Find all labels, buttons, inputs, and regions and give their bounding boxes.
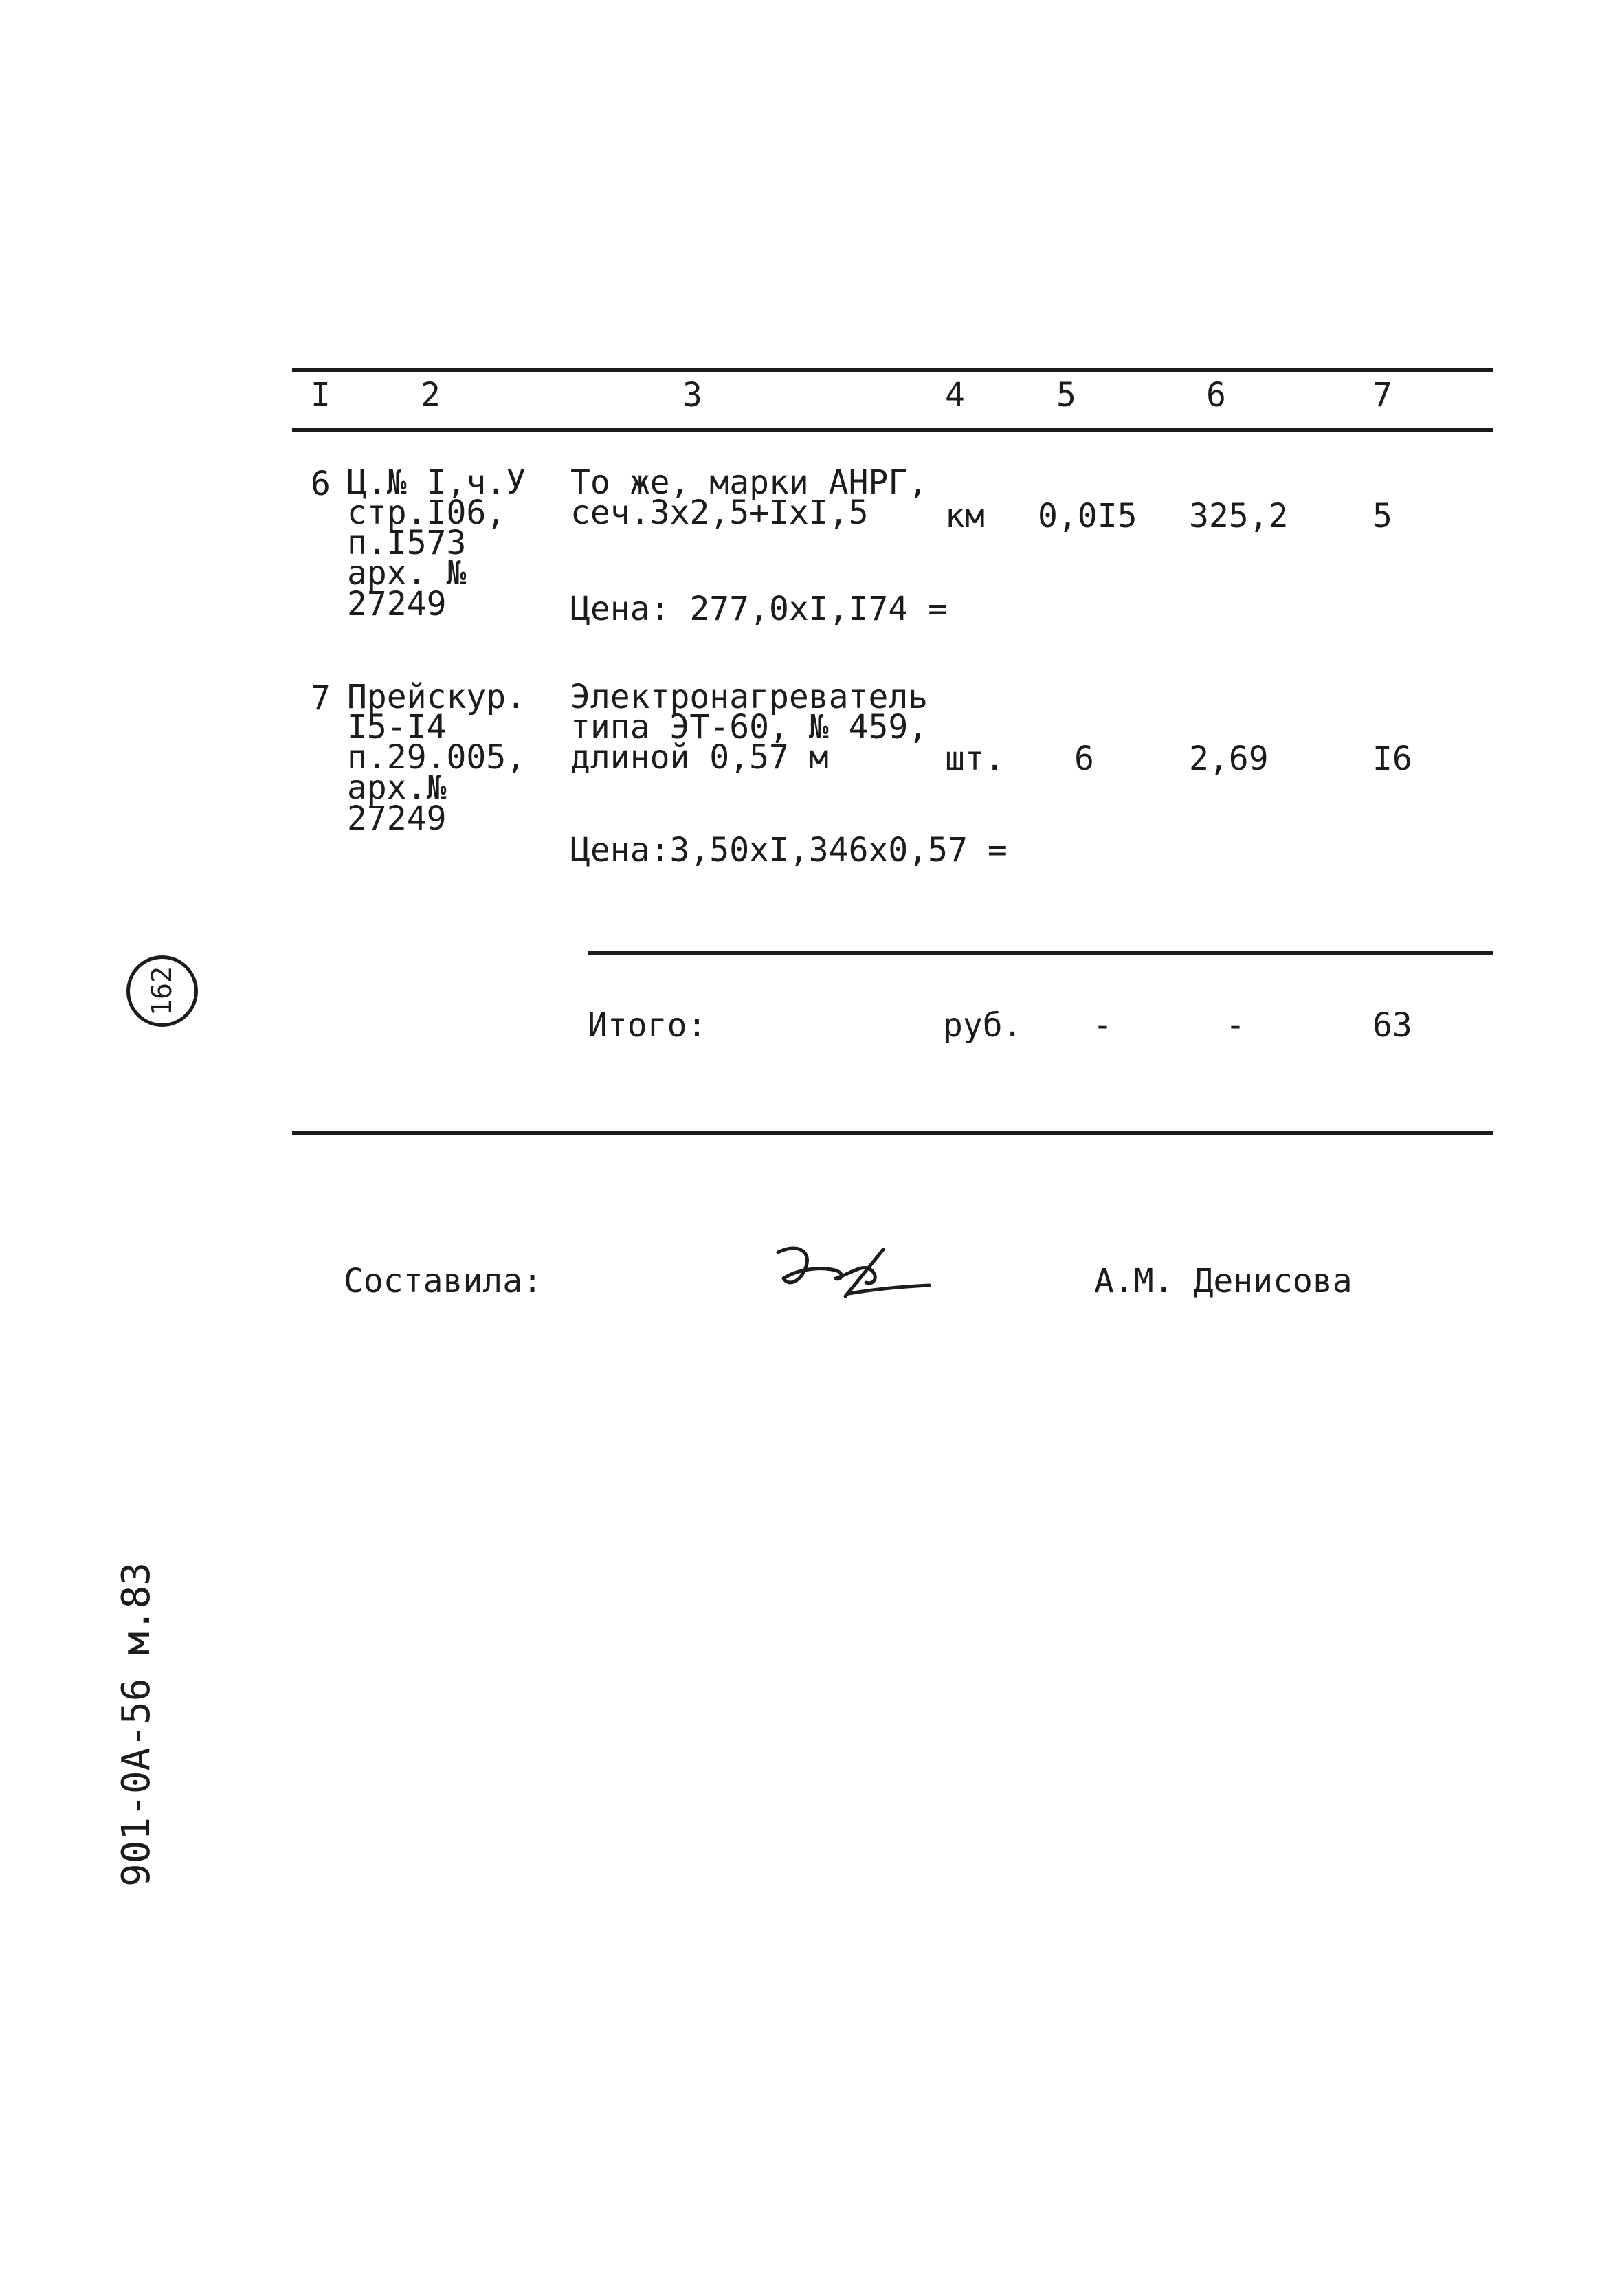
summary-unit-price: - bbox=[1225, 1006, 1245, 1045]
row-quantity: 0,0I5 bbox=[1038, 497, 1137, 535]
header-col-4: 4 bbox=[945, 376, 965, 414]
row-unit-price: 325,2 bbox=[1189, 497, 1289, 535]
compiled-label: Составила: bbox=[344, 1262, 542, 1300]
row-unit: шт. bbox=[945, 740, 1005, 778]
header-col-2: 2 bbox=[421, 376, 441, 414]
table-top-rule bbox=[292, 368, 1493, 372]
table-header-rule bbox=[292, 428, 1493, 432]
row-source: Прейскур. I5-I4 п.29.005, арх.№ 27249 bbox=[347, 678, 526, 838]
page-number-stamp bbox=[126, 955, 198, 1027]
row-quantity: 6 bbox=[1074, 740, 1094, 778]
header-col-5: 5 bbox=[1056, 376, 1076, 414]
header-col-1: I bbox=[311, 376, 331, 414]
header-col-6: 6 bbox=[1206, 376, 1226, 414]
table-bottom-rule bbox=[292, 1131, 1493, 1135]
summary-quantity: - bbox=[1093, 1006, 1113, 1045]
row-price-formula: Цена: 277,0хI,I74 = bbox=[570, 590, 948, 628]
summary-label: Итого: bbox=[588, 1006, 707, 1045]
row-number: 6 bbox=[311, 465, 331, 503]
signature bbox=[770, 1230, 935, 1306]
row-unit: км bbox=[945, 497, 985, 535]
summary-unit: руб. bbox=[943, 1006, 1023, 1045]
row-source: Ц.№ I,ч.У стр.I06, п.I573 арх. № 27249 bbox=[347, 463, 526, 623]
row-description: Электронагреватель типа ЭТ-60, № 459, длиной 0,57 м bbox=[570, 678, 928, 777]
row-number: 7 bbox=[311, 679, 331, 718]
summary-total: 63 bbox=[1372, 1006, 1412, 1045]
document-code: 901-0А-56 м.83 bbox=[114, 1562, 159, 1887]
row-description: То же, марки АНРГ, сеч.3х2,5+IхI,5 bbox=[570, 463, 928, 533]
row-unit-price: 2,69 bbox=[1189, 740, 1269, 778]
summary-rule bbox=[588, 951, 1493, 955]
row-price-formula: Цена:3,50хI,346х0,57 = bbox=[570, 831, 1008, 869]
header-col-3: 3 bbox=[682, 376, 702, 414]
author-name: А.М. Денисова bbox=[1094, 1262, 1353, 1300]
header-col-7: 7 bbox=[1372, 376, 1392, 414]
row-total: 5 bbox=[1372, 497, 1392, 535]
row-total: I6 bbox=[1372, 740, 1412, 778]
page-number: 162 bbox=[146, 966, 178, 1017]
